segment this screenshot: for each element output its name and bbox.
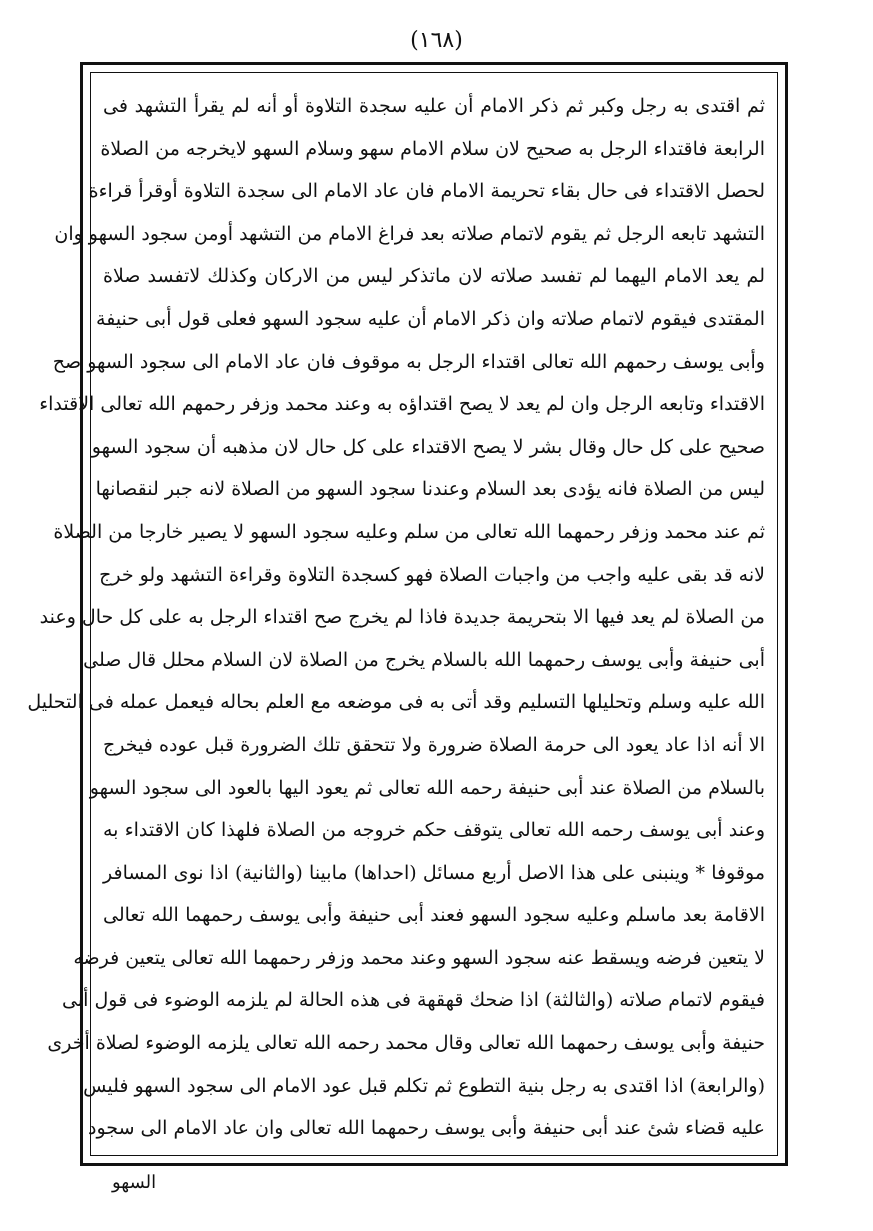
main-text <box>27 85 765 1145</box>
text-line: ليس من الصلاة فانه يؤدى بعد السلام وعندنا سجود السهو من الصلاة لانه جبر لنقصانها <box>95 478 765 501</box>
text-line: الرابعة فاقتداء الرجل به صحيح لان سلام الامام سهو وسلام السهو لايخرجه من الصلاة <box>100 137 765 160</box>
text-line: عليه قضاء شئ عند أبى حنيفة وأبى يوسف رحمهما الله تعالى وان عاد الامام الى سجود <box>88 1117 765 1140</box>
text-line: الاقتداء وتابعه الرجل وان لم يعد لا يصح اقتداؤه به وعند محمد وزفر رحمهم الله تعالى الاقتداء <box>39 393 765 416</box>
text-line: المقتدى فيقوم لاتمام صلاته وان ذكر الامام أن عليه سجود السهو فعلى قول أبى حنيفة <box>96 307 765 330</box>
catchword: السهو <box>112 1172 157 1193</box>
text-line: لم يعد الامام اليهما لم تفسد صلاته لان ماتذكر ليس من الاركان وكذلك لاتفسد صلاة <box>103 265 765 288</box>
text-line: أبى حنيفة وأبى يوسف رحمهما الله بالسلام يخرج من الصلاة لان السلام محلل قال صلى <box>83 648 765 671</box>
text-line: حنيفة وأبى يوسف رحمهما الله تعالى وقال محمد رحمه الله تعالى يلزمه الوضوء لصلاة أخرى <box>47 1032 765 1055</box>
text-line: لا يتعين فرضه ويسقط عنه سجود السهو وعند محمد وزفر رحمهما الله تعالى يتعين فرضه <box>73 946 765 969</box>
text-line: صحيح على كل حال وقال بشر لا يصح الاقتداء على كل حال لان مذهبه أن سجود السهو <box>91 435 765 458</box>
page-border <box>27 62 788 1166</box>
text-line: ثم عند محمد وزفر رحمهما الله تعالى من سلم وعليه سجود السهو لا يصير خارجا من الصلاة <box>53 520 765 543</box>
text-line: بالسلام من الصلاة عند أبى حنيفة رحمه الله تعالى ثم يعود اليها بالعود الى سجود السهو <box>89 776 765 799</box>
text-line: الا أنه اذا عاد يعود الى حرمة الصلاة ضرورة ولا تتحقق تلك الضرورة قبل عوده فيخرج <box>103 733 765 756</box>
text-line: ثم اقتدى به رجل وكبر ثم ذكر الامام أن عليه سجدة التلاوة أو أنه لم يقرأ التشهد فى <box>103 95 765 117</box>
page-number: (١٦٨) <box>410 28 463 53</box>
text-line: وأبى يوسف رحمهم الله تعالى اقتداء الرجل به موقوف فان عاد الامام الى سجود السهو صح <box>52 350 765 373</box>
text-line: فيقوم لاتمام صلاته (والثالثة) اذا ضحك قهقهة فى هذه الحالة لم يلزمه الوضوء فى قول أبى <box>62 989 765 1012</box>
text-line: وعند أبى يوسف رحمه الله تعالى يتوقف حكم خروجه من الصلاة فلهذا كان الاقتداء به <box>103 819 765 842</box>
page-border-inner <box>27 72 778 1156</box>
text-line: من الصلاة لم يعد فيها الا بتحريمة جديدة فاذا لم يخرج صح اقتداء الرجل به على كل حال وعند <box>39 606 765 629</box>
text-line: (والرابعة) اذا اقتدى به رجل بنية التطوع ثم تكلم قبل عود الامام الى سجود السهو فليس <box>83 1074 765 1097</box>
text-line: لحصل الاقتداء فى حال بقاء تحريمة الامام فان عاد الامام الى سجدة التلاوة أوقرأ قراءة <box>88 180 765 203</box>
text-line: الاقامة بعد ماسلم وعليه سجود السهو فعند أبى حنيفة وأبى يوسف رحمهما الله تعالى <box>103 904 765 927</box>
text-line: التشهد تابعه الرجل ثم يقوم لاتمام صلاته بعد فراغ الامام من التشهد أومن سجود السهو وان <box>54 222 765 245</box>
text-line: لانه قد بقى عليه واجب من واجبات الصلاة فهو كسجدة التلاوة وقراءة التشهد ولو خرج <box>99 563 765 586</box>
text-line: موقوفا * وينبنى على هذا الاصل أربع مسائل (احداها) مابينا (والثانية) اذا نوى المسافر <box>103 861 765 884</box>
text-line: الله عليه وسلم وتحليلها التسليم وقد أتى به فى موضعه مع العلم بحاله فيعمل عمله فى التحليل <box>27 691 765 714</box>
